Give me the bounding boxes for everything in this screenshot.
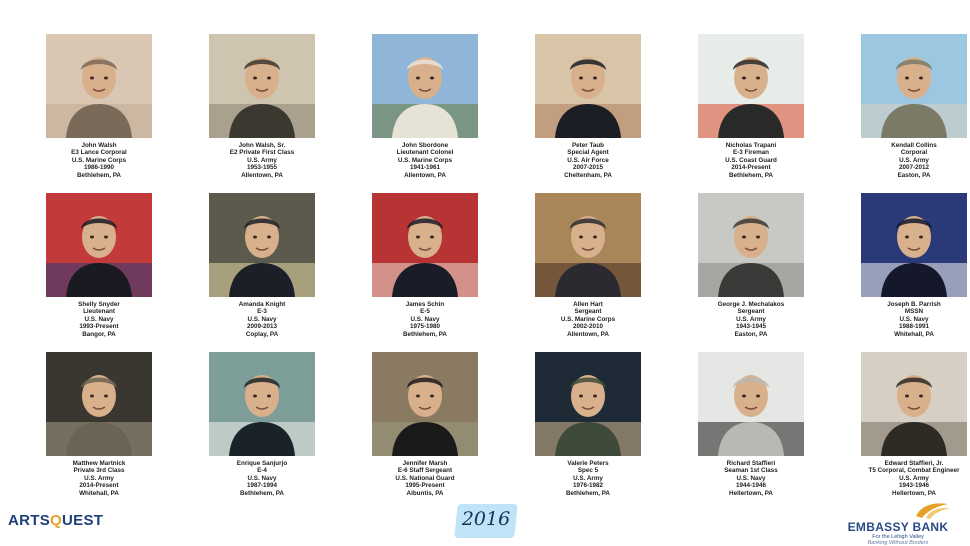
veteran-years: 1953-1955 <box>246 164 278 172</box>
veteran-card <box>513 193 663 345</box>
veteran-caption <box>513 301 663 338</box>
veteran-photo <box>861 34 967 138</box>
veteran-years: 1986-1990 <box>83 164 115 172</box>
veteran-hometown: Easton, PA <box>734 330 768 338</box>
veteran-name: John Sbordone <box>401 142 449 149</box>
veteran-name: John Walsh, Sr. <box>238 142 286 149</box>
veteran-rank: Special Agent <box>567 149 609 157</box>
veteran-hometown: Hellertown, PA <box>892 489 936 497</box>
veteran-branch: U.S. Navy <box>247 474 277 482</box>
veteran-photo <box>698 34 804 138</box>
veteran-photo <box>698 352 804 456</box>
veteran-rank: E-6 Staff Sergeant <box>397 467 453 475</box>
veteran-card <box>839 193 970 345</box>
veteran-name: Kendall Collins <box>891 142 937 149</box>
veteran-rank: E-3 <box>257 308 267 316</box>
veteran-hometown: Albuntis, PA <box>406 489 444 497</box>
veteran-caption <box>187 460 337 497</box>
veteran-branch: U.S. Marine Corps <box>71 156 127 164</box>
veteran-years: 1995-Present <box>405 482 445 490</box>
veteran-name: Edward Staffieri, Jr. <box>884 460 944 467</box>
veteran-name: Allen Hart <box>573 301 603 308</box>
veteran-card <box>350 193 500 345</box>
veteran-hometown: Bangor, PA <box>82 330 116 338</box>
veteran-rank: Sergeant <box>574 308 602 316</box>
veteran-photo <box>46 34 152 138</box>
veteran-rank: T5 Corporal, Combat Engineer <box>868 467 960 475</box>
veteran-years: 1943-1945 <box>735 323 767 331</box>
bank-tagline: Banking Without Borders <box>867 540 929 546</box>
veteran-branch: U.S. Navy <box>410 315 440 323</box>
veteran-photo <box>209 352 315 456</box>
veteran-photo <box>535 352 641 456</box>
veteran-years: 2007-2015 <box>572 164 604 172</box>
veteran-branch: U.S. Marine Corps <box>397 156 453 164</box>
veteran-name: Richard Staffieri <box>726 460 776 467</box>
veteran-rank: Spec 5 <box>577 467 599 475</box>
veteran-branch: U.S. National Guard <box>395 474 455 482</box>
veteran-rank: E2 Private First Class <box>229 149 295 157</box>
veteran-branch: U.S. Army <box>84 474 114 482</box>
veteran-hometown: Bethlehem, PA <box>240 489 284 497</box>
veteran-name: Peter Taub <box>571 142 605 149</box>
veteran-branch: U.S. Army <box>573 474 603 482</box>
veteran-branch: U.S. Marine Corps <box>560 315 616 323</box>
veteran-photo <box>372 352 478 456</box>
veteran-name: Matthew Martnick <box>72 460 126 467</box>
veteran-photo <box>209 193 315 297</box>
veteran-rank: Private 3rd Class <box>73 467 125 475</box>
veteran-rank: Lieutenant <box>83 308 115 316</box>
veteran-card <box>676 34 826 186</box>
veteran-photo <box>535 193 641 297</box>
veteran-years: 1943-1946 <box>898 482 930 490</box>
veteran-rank: E3 Lance Corporal <box>71 149 127 157</box>
veteran-caption <box>187 142 337 179</box>
veteran-hometown: Hellertown, PA <box>729 489 773 497</box>
veteran-branch: U.S. Army <box>899 474 929 482</box>
veteran-photo <box>372 34 478 138</box>
veteran-card <box>24 34 174 186</box>
veteran-hometown: Cheltenham, PA <box>564 171 612 179</box>
artsquest-logo-part: ARTS <box>8 512 51 529</box>
veteran-years: 1993-Present <box>79 323 119 331</box>
veteran-hometown: Bethlehem, PA <box>403 330 447 338</box>
veteran-years: 2007-2012 <box>898 164 930 172</box>
veteran-card <box>350 352 500 504</box>
embassy-bank-logo <box>838 500 958 546</box>
artsquest-logo-q: Q <box>50 512 63 529</box>
veteran-hometown: Whitehall, PA <box>79 489 119 497</box>
veteran-years: 1987-1994 <box>246 482 278 490</box>
year-label: 2016 <box>461 508 511 530</box>
veteran-caption <box>24 301 174 338</box>
veteran-photo <box>209 34 315 138</box>
veteran-photo <box>46 352 152 456</box>
veteran-hometown: Allentown, PA <box>404 171 446 179</box>
veteran-card <box>839 34 970 186</box>
veteran-card <box>676 193 826 345</box>
veteran-caption <box>350 460 500 497</box>
artsquest-logo <box>8 512 103 529</box>
veteran-card <box>24 352 174 504</box>
veteran-rank: Seaman 1st Class <box>724 467 778 475</box>
veteran-branch: U.S. Army <box>247 156 277 164</box>
veteran-rank: E-4 <box>257 467 267 475</box>
veteran-rank: E-3 Fireman <box>732 149 770 157</box>
veteran-card <box>676 352 826 504</box>
veteran-hometown: Bethlehem, PA <box>77 171 121 179</box>
veteran-name: Nicholas Trapani <box>725 142 777 149</box>
veteran-branch: U.S. Navy <box>84 315 114 323</box>
veteran-branch: U.S. Air Force <box>567 156 609 164</box>
veteran-caption <box>350 301 500 338</box>
veteran-branch: U.S. Navy <box>736 474 766 482</box>
veteran-card <box>513 34 663 186</box>
veteran-hometown: Allentown, PA <box>567 330 609 338</box>
veterans-grid <box>24 34 960 497</box>
veteran-caption <box>839 301 970 338</box>
veteran-years: 1944-1946 <box>735 482 767 490</box>
veteran-name: Joseph B. Parrish <box>887 301 941 308</box>
veteran-years: 1941-1961 <box>409 164 441 172</box>
veteran-name: John Walsh <box>81 142 117 149</box>
veteran-branch: U.S. Army <box>736 315 766 323</box>
artsquest-logo-part: UEST <box>62 512 104 529</box>
veteran-card <box>513 352 663 504</box>
veteran-years: 2002-2010 <box>572 323 604 331</box>
veteran-name: Shelly Snyder <box>78 301 120 308</box>
veteran-hometown: Bethlehem, PA <box>729 171 773 179</box>
veteran-years: 1988-1991 <box>898 323 930 331</box>
veteran-photo <box>861 352 967 456</box>
veteran-rank: MSSN <box>904 308 924 316</box>
veteran-branch: U.S. Navy <box>247 315 277 323</box>
veteran-name: Enrique Sanjurjo <box>236 460 288 467</box>
veteran-card <box>350 34 500 186</box>
veteran-hometown: Easton, PA <box>897 171 931 179</box>
veteran-photo <box>535 34 641 138</box>
veteran-hometown: Bethlehem, PA <box>566 489 610 497</box>
veteran-caption <box>350 142 500 179</box>
veteran-photo <box>372 193 478 297</box>
veteran-caption <box>839 460 970 497</box>
veteran-branch: U.S. Army <box>899 156 929 164</box>
veteran-years: 1975-1980 <box>409 323 441 331</box>
veteran-years: 1976-1982 <box>572 482 604 490</box>
veteran-name: Amanda Knight <box>238 301 286 308</box>
veteran-caption <box>676 301 826 338</box>
veteran-rank: Corporal <box>900 149 928 157</box>
veteran-photo <box>698 193 804 297</box>
veteran-caption <box>513 460 663 497</box>
bank-name: EMBASSY BANK <box>847 520 949 534</box>
veteran-caption <box>676 460 826 497</box>
veteran-card <box>839 352 970 504</box>
veteran-card <box>187 34 337 186</box>
veteran-rank: Sergeant <box>737 308 765 316</box>
veteran-name: Valerie Peters <box>567 460 609 467</box>
veteran-caption <box>676 142 826 179</box>
veteran-caption <box>513 142 663 179</box>
veteran-card <box>187 352 337 504</box>
veteran-rank: E-5 <box>420 308 430 316</box>
veteran-rank: Lieutenant Colonel <box>396 149 454 157</box>
veteran-card <box>187 193 337 345</box>
veteran-caption <box>24 142 174 179</box>
veteran-caption <box>24 460 174 497</box>
bank-swoosh-icon <box>838 500 958 520</box>
veteran-caption <box>187 301 337 338</box>
bank-subtitle: For the Lehigh Valley <box>872 534 924 540</box>
veteran-hometown: Coplay, PA <box>245 330 279 338</box>
veteran-years: 2014-Present <box>731 164 771 172</box>
veteran-caption <box>839 142 970 179</box>
veteran-branch: U.S. Navy <box>899 315 929 323</box>
veteran-years: 2014-Present <box>79 482 119 490</box>
veteran-branch: U.S. Coast Guard <box>725 156 777 164</box>
veteran-hometown: Whitehall, PA <box>894 330 934 338</box>
veteran-name: George J. Mechalakos <box>717 301 785 308</box>
veteran-name: James Schin <box>405 301 445 308</box>
veteran-photo <box>46 193 152 297</box>
veteran-photo <box>861 193 967 297</box>
veteran-hometown: Allentown, PA <box>241 171 283 179</box>
veteran-years: 2009-2013 <box>246 323 278 331</box>
veteran-name: Jennifer Marsh <box>402 460 448 467</box>
veteran-card <box>24 193 174 345</box>
